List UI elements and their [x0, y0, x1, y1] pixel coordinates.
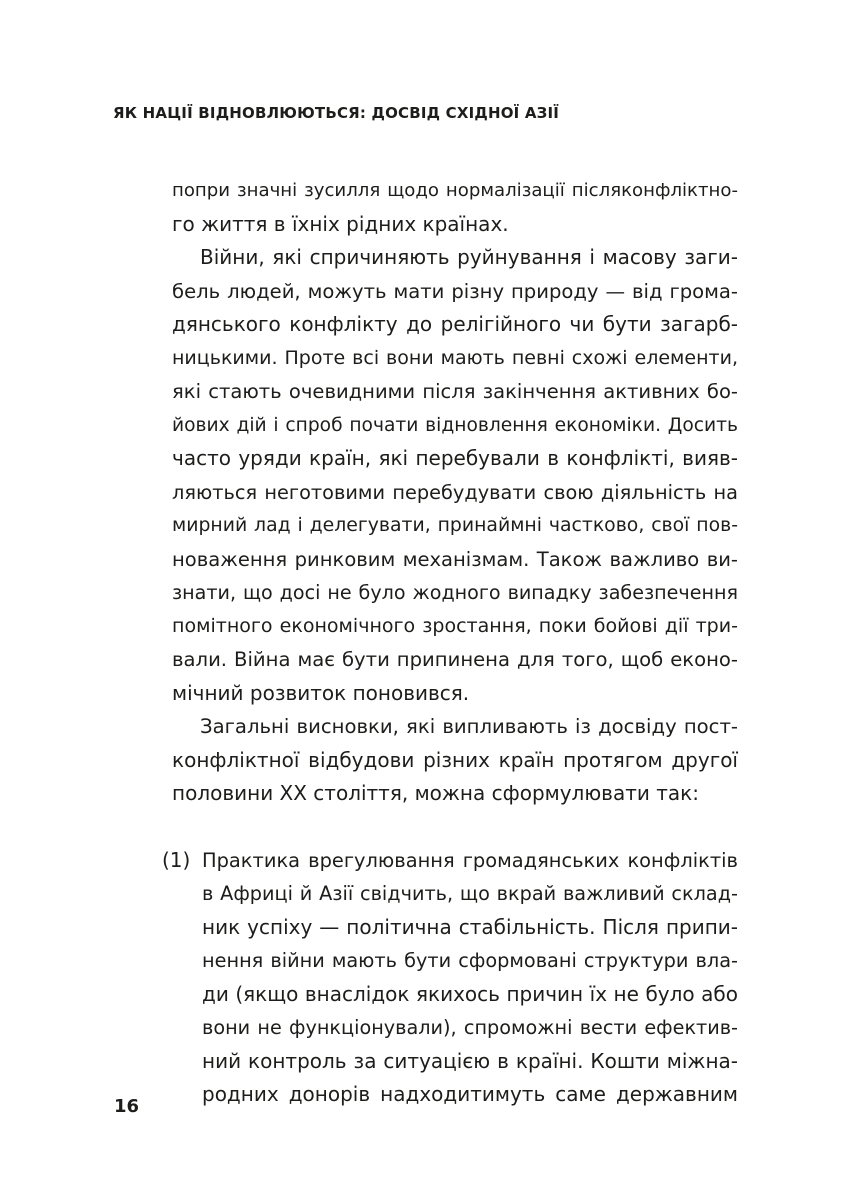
text-line: новаження ринковим механізмам. Також важливо ви-: [172, 547, 738, 571]
text-line: мирний лад і делегувати, принаймні частково, свої пов-: [172, 515, 738, 536]
text-line: ляються неготовими перебудувати свою діяльність на: [172, 480, 738, 504]
paragraph-continuation: [172, 174, 738, 241]
list-item: [162, 844, 738, 1112]
paragraph-conclusions: [172, 710, 738, 811]
text-line: родних донорів надходитимуть саме державним: [202, 1082, 738, 1106]
text-line: попри значні зусилля щодо нормалізації післяконфліктно-: [172, 180, 738, 201]
text-line: дянського конфлікту до релігійного чи бути загарб-: [172, 312, 738, 336]
text-line: ний контроль за ситуацією в країні. Кошти міжна-: [202, 1048, 738, 1073]
text-line: Загальні висновки, які випливають із досвіду пост-: [200, 715, 738, 738]
text-line: в Африці й Азії свідчить, що вкрай важливий склад-: [202, 882, 738, 905]
text-line: вали. Війна має бути припинена для того, щоб еконо-: [172, 648, 738, 671]
text-line: які стають очевидними після закінчення активних бо-: [172, 380, 738, 403]
text-line: половини XX століття, можна сформулювати так:: [172, 781, 699, 805]
text-line: часто уряди країн, які перебували в конфлікті, вияв-: [172, 446, 738, 470]
text-line: знати, що досі не було жодного випадку забезпечення: [172, 581, 738, 604]
text-line: ди (якщо внаслідок якихось причин їх не було або: [202, 981, 738, 1006]
body-text: [162, 174, 738, 1112]
text-line: го життя в їхніх рідних країнах.: [172, 211, 509, 236]
text-line: мічний розвиток поновився.: [172, 680, 470, 705]
paragraph-gap: [172, 811, 738, 844]
paragraph-wars: [172, 241, 738, 710]
text-line: йових дій і спроб почати відновлення економіки. Досить: [172, 414, 738, 436]
list-marker: (1): [162, 847, 191, 872]
text-line: ник успіху — політична стабільність. Після припи-: [202, 914, 738, 939]
page-number: 16: [114, 1096, 140, 1117]
text-line: нення війни мають бути сформовані структури вла-: [202, 949, 738, 972]
text-line: бель людей, можуть мати різну природу — від грома-: [172, 279, 738, 303]
text-line: Війни, які спричиняють руйнування і масову заги-: [200, 245, 738, 269]
text-line: ницькими. Проте всі вони мають певні схожі елементи,: [172, 346, 738, 369]
text-line: вони не функціонували), спроможні вести ефектив-: [202, 1016, 738, 1039]
list-item-body: [202, 844, 738, 1112]
text-line: конфліктної відбудови різних країн протягом другої: [172, 747, 738, 772]
text-line: Практика врегулювання громадянських конфліктів: [202, 848, 738, 872]
text-line: помітного економічного зростання, поки бойові дії три-: [172, 614, 738, 637]
running-header: ЯК НАЦІЇ ВІДНОВЛЮЮТЬСЯ: ДОСВІД СХІДНОЇ АЗІЇ: [113, 104, 560, 122]
